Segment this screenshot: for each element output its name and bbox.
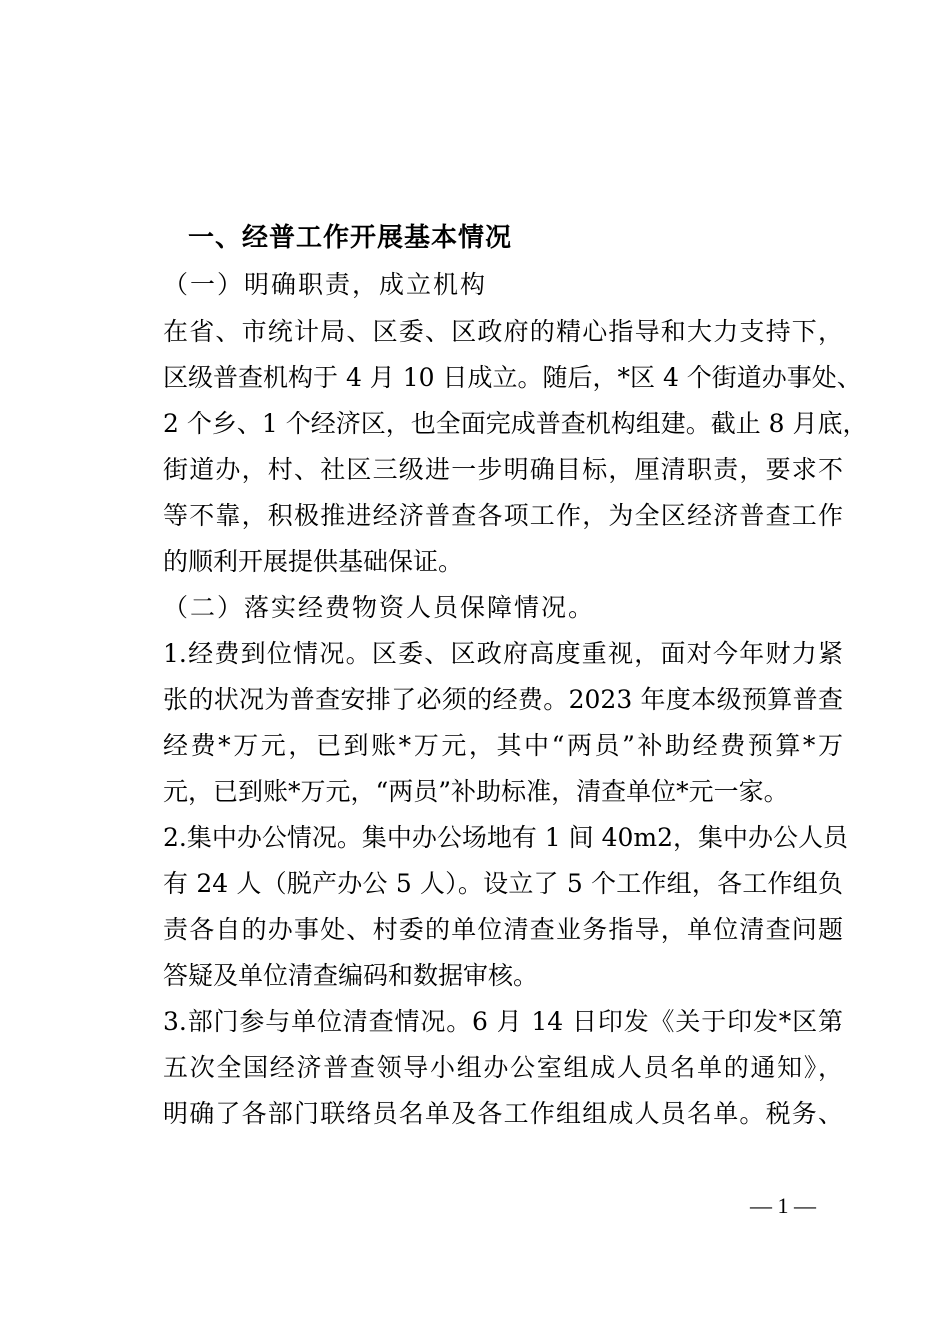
page-number: — 1 —: [750, 1193, 816, 1218]
paragraph-line: 明确了各部门联络员名单及各工作组组成人员名单。税务、: [163, 1099, 843, 1128]
paragraph-line: 有 24 人（脱产办公 5 人）。设立了 5 个工作组，各工作组负: [163, 869, 843, 898]
paragraph-line: 元，已到账*万元，“两员”补助标准，清查单位*元一家。: [163, 777, 789, 806]
paragraph-line: 等不靠，积极推进经济普查各项工作，为全区经济普查工作: [163, 501, 843, 530]
subsection-title-1: （一）明确职责，成立机构: [163, 270, 488, 299]
paragraph-line: 经费*万元，已到账*万元，其中“两员”补助经费预算*万: [163, 731, 843, 760]
paragraph-line: 区级普查机构于 4 月 10 日成立。随后，*区 4 个街道办事处、: [163, 363, 862, 392]
paragraph-line: 2 个乡、1 个经济区，也全面完成普查机构组建。截止 8 月底，: [163, 409, 868, 438]
paragraph-line: 1.经费到位情况。区委、区政府高度重视，面对今年财力紧: [163, 639, 843, 668]
paragraph-line: 2.集中办公情况。集中办公场地有 1 间 40m2，集中办公人员: [163, 823, 849, 852]
paragraph-line: 的顺利开展提供基础保证。: [163, 547, 464, 576]
subsection-title-2: （二）落实经费物资人员保障情况。: [163, 593, 596, 622]
paragraph-line: 五次全国经济普查领导小组办公室组成人员名单的通知》，: [163, 1053, 843, 1082]
paragraph-line: 在省、市统计局、区委、区政府的精心指导和大力支持下，: [163, 317, 843, 346]
paragraph-line: 答疑及单位清查编码和数据审核。: [163, 961, 539, 990]
paragraph-line: 3.部门参与单位清查情况。6 月 14 日印发《关于印发*区第: [163, 1007, 843, 1036]
paragraph-line: 张的状况为普查安排了必须的经费。2023 年度本级预算普查: [163, 685, 843, 714]
paragraph-line: 街道办，村、社区三级进一步明确目标，厘清职责，要求不: [163, 455, 843, 484]
section-heading: 一、经普工作开展基本情况: [188, 223, 513, 253]
paragraph-line: 责各自的办事处、村委的单位清查业务指导，单位清查问题: [163, 915, 843, 944]
